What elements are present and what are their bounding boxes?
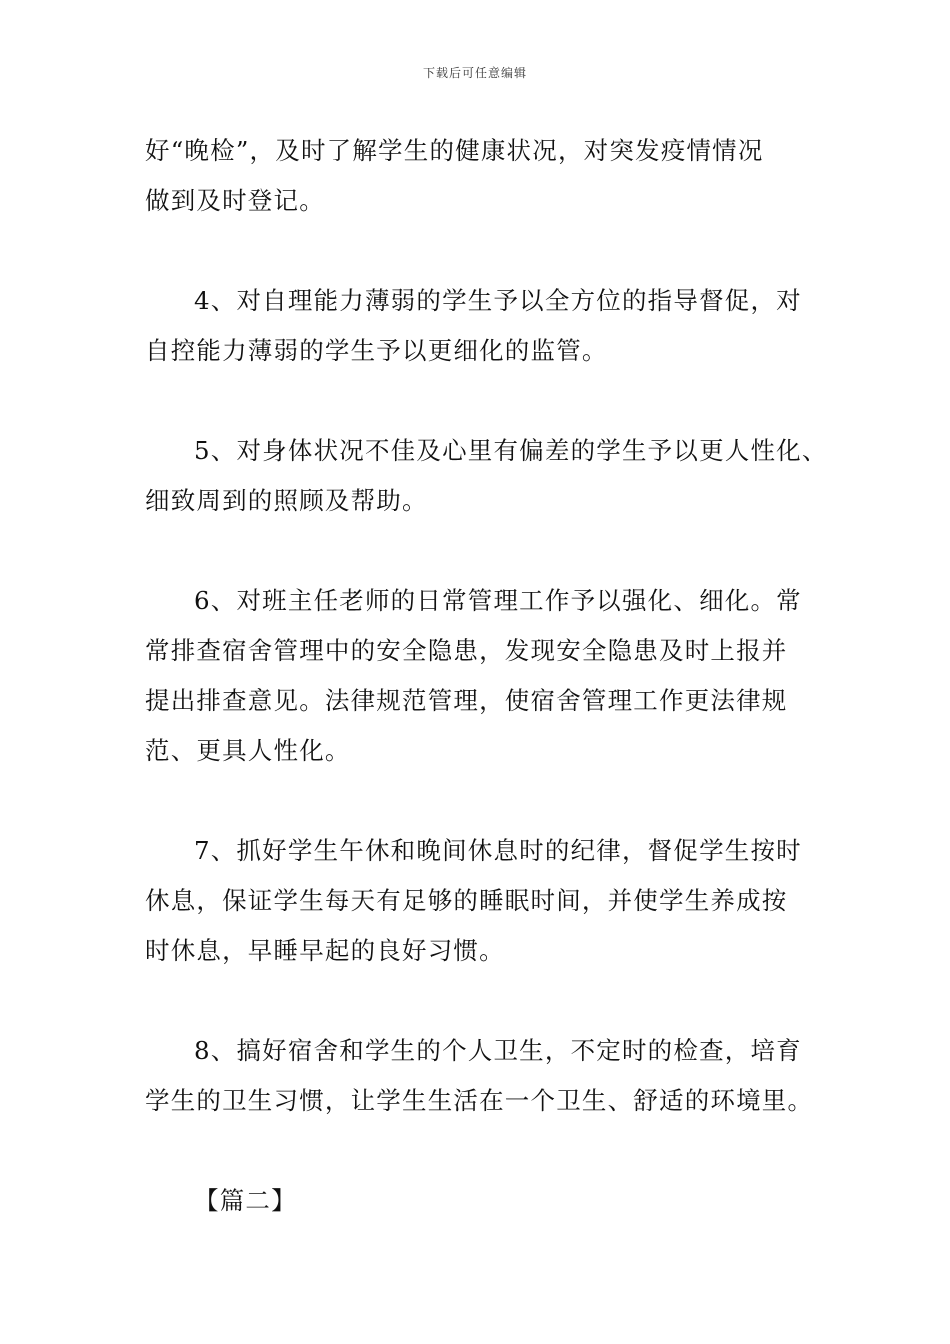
paragraph-line: 学生的卫生习惯，让学生生活在一个卫生、舒适的环境里。: [145, 1086, 814, 1115]
paragraph-line: 好“晚检”，及时了解学生的健康状况，对突发疫情情况: [145, 136, 764, 165]
paragraph-continued: [145, 126, 817, 226]
paragraph-line: 细致周到的照顾及帮助。: [145, 486, 428, 515]
paragraph-line: 提出排查意见。法律规范管理，使宿舍管理工作更法律规: [145, 686, 788, 715]
document-body: [145, 126, 828, 1226]
section-title: 【篇二】: [194, 1186, 297, 1215]
paragraph-line: 6、对班主任老师的日常管理工作予以强化、细化。常: [194, 586, 802, 615]
paragraph-line: 8、搞好宿舍和学生的个人卫生，不定时的检查，培育: [194, 1036, 802, 1065]
paragraph-line: 7、抓好学生午休和晚间休息时的纪律，督促学生按时: [194, 836, 802, 865]
paragraph-item-4: [145, 276, 817, 376]
paragraph-line: 自控能力薄弱的学生予以更细化的监管。: [145, 336, 608, 365]
paragraph-item-7: [145, 826, 817, 976]
paragraph-item-6: [145, 576, 817, 776]
paragraph-line: 休息，保证学生每天有足够的睡眠时间，并使学生养成按: [145, 886, 788, 915]
paragraph-line: 5、对身体状况不佳及心里有偏差的学生予以更人性化、: [194, 436, 828, 465]
paragraph-line: 常排查宿舍管理中的安全隐患，发现安全隐患及时上报并: [145, 636, 788, 665]
paragraph-item-5: [145, 426, 828, 526]
paragraph-line: 做到及时登记。: [145, 186, 325, 215]
paragraph-item-8: [145, 1026, 817, 1126]
paragraph-line: 4、对自理能力薄弱的学生予以全方位的指导督促，对: [194, 286, 802, 315]
paragraph-line: 范、更具人性化。: [145, 736, 351, 765]
paragraph-line: 时休息，早睡早起的良好习惯。: [145, 936, 505, 965]
page-header: 下载后可任意编辑: [422, 66, 527, 80]
